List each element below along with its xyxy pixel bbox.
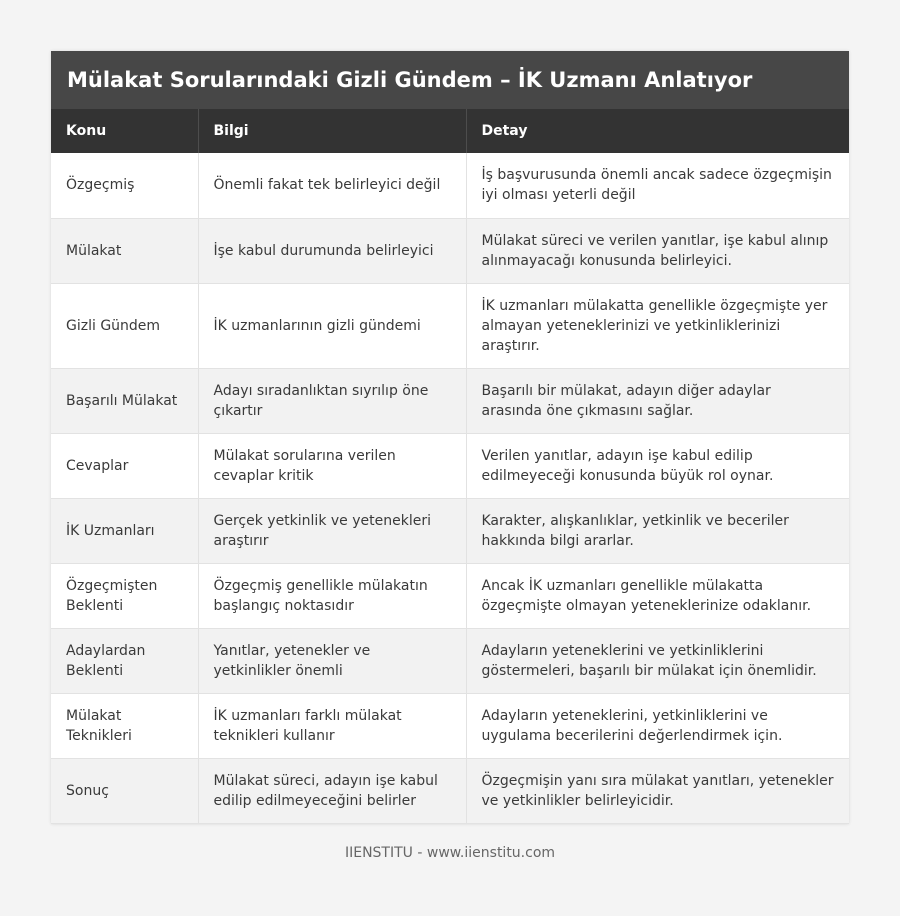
cell-konu: Mülakat Teknikleri [51, 693, 198, 758]
cell-detay: Adayların yeteneklerini ve yetkinliklerini göstermeleri, başarılı bir mülakat için önemlidir. [466, 628, 849, 693]
cell-konu: Sonuç [51, 758, 198, 823]
cell-bilgi: Mülakat süreci, adayın işe kabul edilip edilmeyeceğini belirler [198, 758, 466, 823]
cell-bilgi: Gerçek yetkinlik ve yetenekleri araştırır [198, 498, 466, 563]
cell-konu: Cevaplar [51, 433, 198, 498]
cell-konu: Özgeçmişten Beklenti [51, 563, 198, 628]
cell-konu: Adaylardan Beklenti [51, 628, 198, 693]
header-row [51, 109, 849, 153]
cell-konu: Özgeçmiş [51, 153, 198, 218]
header-bilgi: Bilgi [198, 109, 466, 153]
info-table [51, 109, 849, 824]
table-row [51, 153, 849, 218]
cell-bilgi: İşe kabul durumunda belirleyici [198, 218, 466, 283]
table-row [51, 433, 849, 498]
cell-detay: Adayların yeteneklerini, yetkinliklerini ve uygulama becerilerini değerlendirmek için. [466, 693, 849, 758]
table-row [51, 498, 849, 563]
cell-konu: Başarılı Mülakat [51, 368, 198, 433]
cell-detay: Verilen yanıtlar, adayın işe kabul edilip edilmeyeceği konusunda büyük rol oynar. [466, 433, 849, 498]
header-detay: Detay [466, 109, 849, 153]
cell-konu: İK Uzmanları [51, 498, 198, 563]
cell-bilgi: Özgeçmiş genellikle mülakatın başlangıç noktasıdır [198, 563, 466, 628]
table-card [51, 51, 849, 824]
table-row [51, 563, 849, 628]
table-row [51, 218, 849, 283]
cell-konu: Mülakat [51, 218, 198, 283]
table-row [51, 283, 849, 368]
cell-detay: İK uzmanları mülakatta genellikle özgeçmişte yer almayan yeteneklerinizi ve yetkinliklerinizi araştırır. [466, 283, 849, 368]
table-row [51, 758, 849, 823]
cell-detay: İş başvurusunda önemli ancak sadece özgeçmişin iyi olması yeterli değil [466, 153, 849, 218]
cell-konu: Gizli Gündem [51, 283, 198, 368]
cell-bilgi: Önemli fakat tek belirleyici değil [198, 153, 466, 218]
footer-credit: IIENSTITU - www.iienstitu.com [344, 845, 556, 861]
cell-bilgi: Mülakat sorularına verilen cevaplar kritik [198, 433, 466, 498]
cell-detay: Ancak İK uzmanları genellikle mülakatta özgeçmişte olmayan yeteneklerinize odaklanır. [466, 563, 849, 628]
cell-detay: Mülakat süreci ve verilen yanıtlar, işe kabul alınıp alınmayacağı konusunda belirleyici. [466, 218, 849, 283]
cell-bilgi: İK uzmanları farklı mülakat teknikleri kullanır [198, 693, 466, 758]
cell-detay: Karakter, alışkanlıklar, yetkinlik ve beceriler hakkında bilgi ararlar. [466, 498, 849, 563]
cell-detay: Başarılı bir mülakat, adayın diğer adaylar arasında öne çıkmasını sağlar. [466, 368, 849, 433]
cell-bilgi: İK uzmanlarının gizli gündemi [198, 283, 466, 368]
cell-bilgi: Adayı sıradanlıktan sıyrılıp öne çıkartır [198, 368, 466, 433]
cell-detay: Özgeçmişin yanı sıra mülakat yanıtları, yetenekler ve yetkinlikler belirleyicidir. [466, 758, 849, 823]
table-title: Mülakat Sorularındaki Gizli Gündem – İK Uzmanı Anlatıyor [51, 51, 849, 109]
table-row [51, 693, 849, 758]
header-konu: Konu [51, 109, 198, 153]
table-row [51, 368, 849, 433]
table-row [51, 628, 849, 693]
cell-bilgi: Yanıtlar, yetenekler ve yetkinlikler önemli [198, 628, 466, 693]
